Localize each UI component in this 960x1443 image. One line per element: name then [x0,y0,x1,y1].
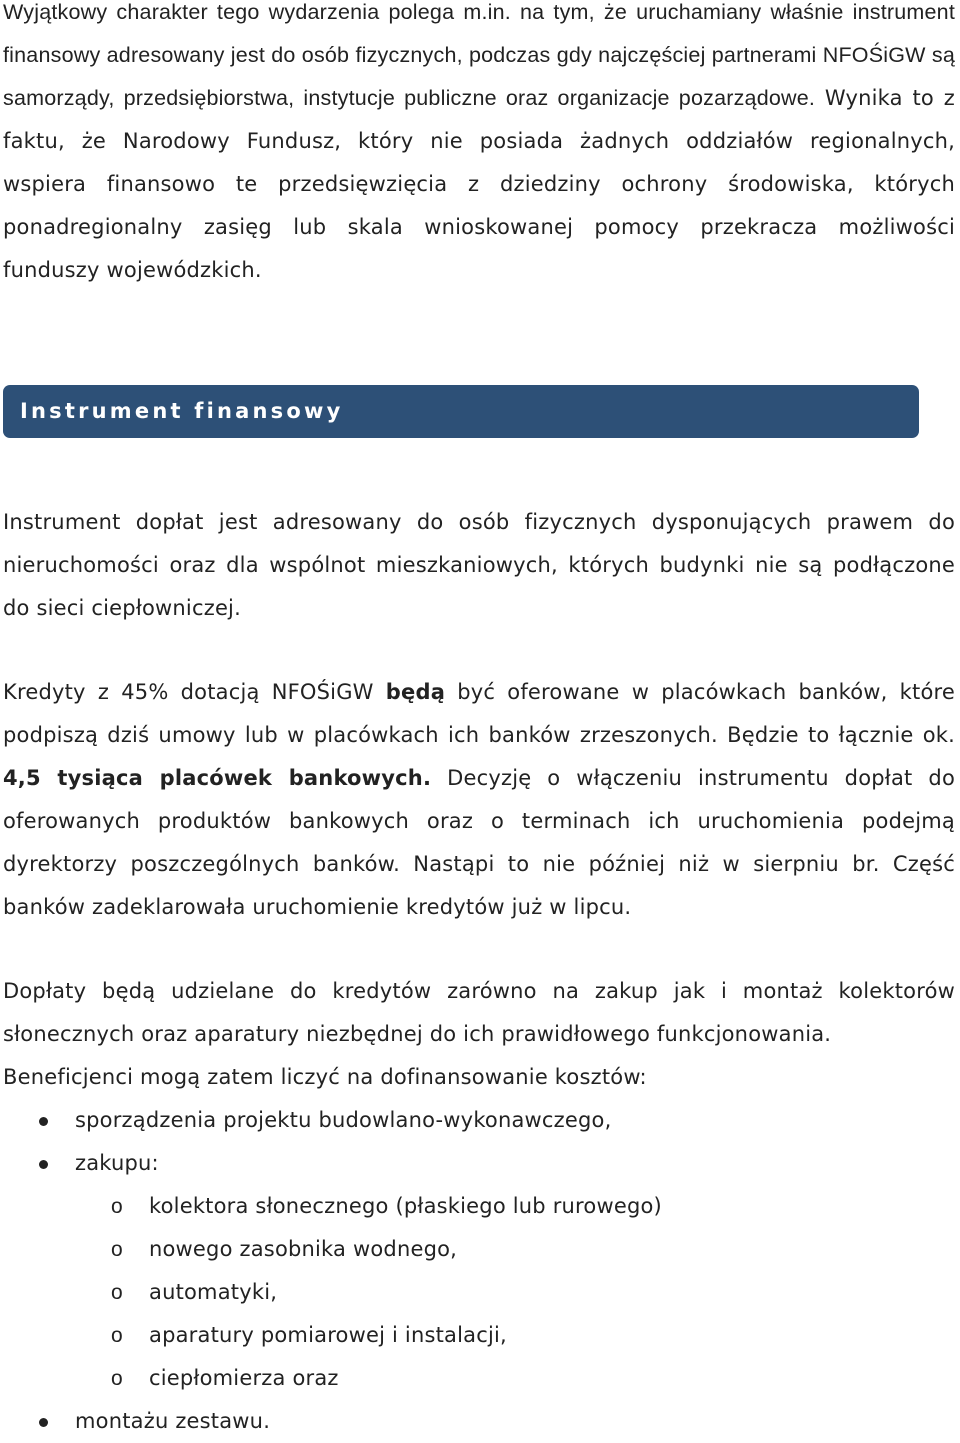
sub-list-item [3,1185,955,1228]
paragraph-credits [3,671,955,929]
sub-list-item-label: kolektora słonecznego (płaskiego lub rurowego) [149,1194,662,1218]
circle-bullet-icon: o [111,1324,123,1347]
paragraph-eligibility: Instrument dopłat jest adresowany do osób fizycznych dysponujących prawem do nieruchomości oraz dla wspólnot mieszkaniowych, których budynki nie są podłączone do sieci ciepłowniczej. [3,510,955,620]
bullet-icon [39,1160,48,1169]
sub-list-item [3,1228,955,1271]
sub-list-item-label: ciepłomierza oraz [149,1366,339,1390]
credits-text-part1: Kredyty z 45% dotacją NFOŚiGW [3,680,386,704]
credits-bold-1: będą [385,680,446,704]
circle-bullet-icon: o [111,1238,123,1261]
list-item-label: zakupu: [75,1151,159,1175]
list-item-label: montażu zestawu. [75,1409,271,1433]
sub-list-item-label: nowego zasobnika wodnego, [149,1237,458,1261]
credits-bold-2: 4,5 tysiąca placówek bankowych. [3,766,432,790]
list-item [3,1099,955,1142]
list-item-label: sporządzenia projektu budowlano-wykonawczego, [75,1108,612,1132]
bullet-icon [39,1117,48,1126]
sub-list-item [3,1314,955,1357]
circle-bullet-icon: o [111,1195,123,1218]
cost-list [3,1099,955,1443]
subsidies-text: Dopłaty będą udzielane do kredytów zarówno na zakup jak i montaż kolektorów słonecznych oraz aparatury niezbędnej do ich prawidłowego funkcjonowania. [3,979,955,1046]
subsidies-text-2: Beneficjenci mogą zatem liczyć na dofinansowanie kosztów: [3,1065,647,1089]
sub-list-item [3,1357,955,1400]
section-header [3,385,919,438]
sub-list-item [3,1271,955,1314]
circle-bullet-icon: o [111,1367,123,1390]
intro-text-part2: Wynika to z faktu, że Narodowy Fundusz, który nie posiada żadnych oddziałów regionalnych, wspiera finansowo te przedsięwzięcia z dziedziny ochrony środowiska, których ponadregionalny zasięg lub skala wnioskowanej pomocy przekracza możliwości funduszy wojewódzkich. [3,86,955,282]
credits-text-part3: Decyzję o włączeniu instrumentu dopłat do oferowanych produktów bankowych oraz o terminach ich uruchomienia podejmą dyrektorzy poszczególnych banków. Nastąpi to nie później niż w sierpniu br. Część banków zadeklarowała uruchomienie kredytów już w lipcu. [3,766,955,919]
sub-list-item-label: aparatury pomiarowej i instalacji, [149,1323,507,1347]
sub-list-item-label: automatyki, [149,1280,278,1304]
section-title: Instrument finansowy [20,399,344,423]
bullet-icon [39,1418,48,1427]
list-item [3,1142,955,1185]
paragraph-subsidies [3,970,955,1099]
circle-bullet-icon: o [111,1281,123,1304]
credits-text-part2: być oferowane w placówkach banków, które podpiszą dziś umowy lub w placówkach ich banków zrzeszonych. Będzie to łącznie ok. [3,680,955,747]
list-item [3,1400,955,1443]
intro-paragraph [3,0,955,292]
intro-text-part1: Wyjątkowy charakter tego wydarzenia polega m.in. na tym, że uruchamiany właśnie instrument finansowy adresowany jest do osób fizycznych, podczas gdy najczęściej partnerami NFOŚiGW są samorządy, przedsiębiorstwa, instytucje publiczne oraz organizacje pozarządowe. [3,0,955,110]
